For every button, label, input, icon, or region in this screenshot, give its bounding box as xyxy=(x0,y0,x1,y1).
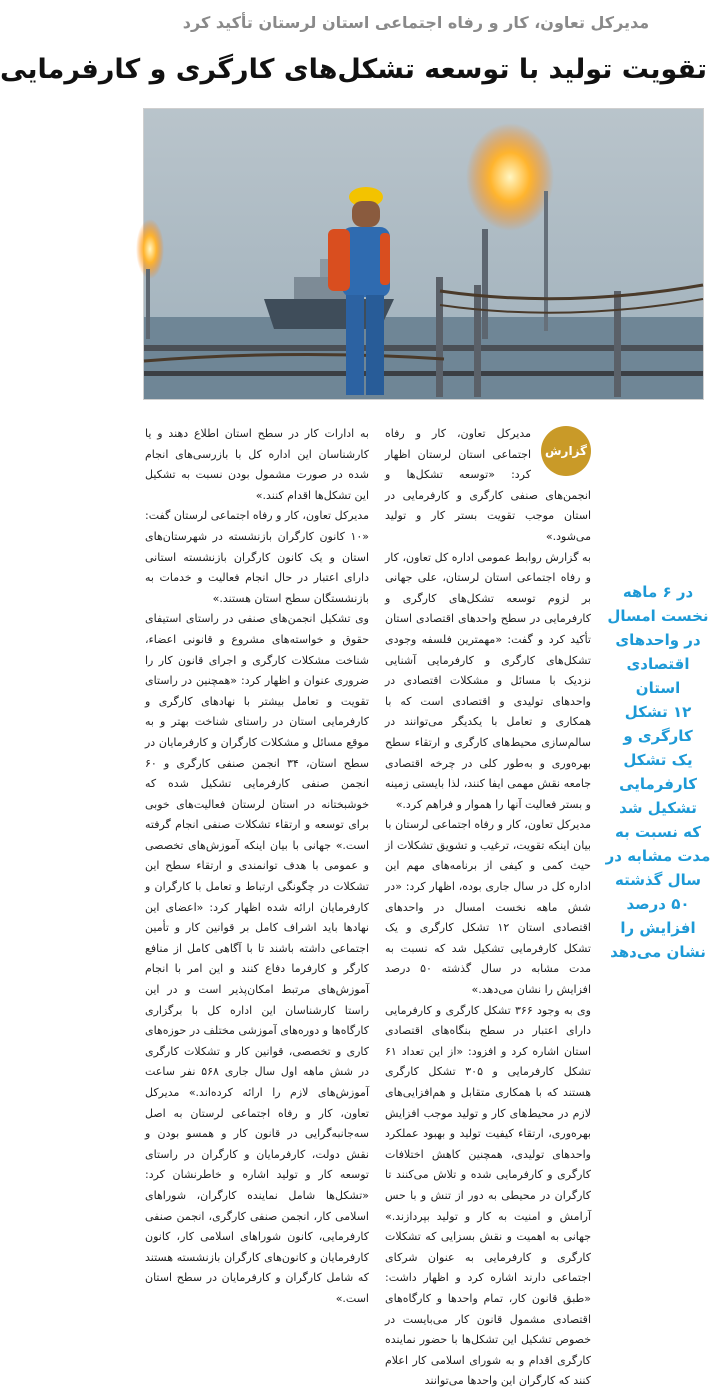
article-headline: تقویت تولید با توسعه تشکل‌های کارگری و کارفرمایی xyxy=(0,54,707,85)
sidebar-line: افزایش را xyxy=(620,919,696,937)
sidebar-line: ۵۰ درصد xyxy=(626,895,690,913)
sidebar-line: کارگری و xyxy=(623,727,693,745)
paragraph: به ادارات کار در سطح استان اطلاع دهند و یا کارشناسان این اداره کل با بازرسی‌های انجام شده در صورت مشمول بودن نسبت به تشکیل این تشکل‌ها اقدام کنند.» xyxy=(145,427,369,502)
sidebar-line: اقتصادی xyxy=(626,655,690,673)
paragraph: وی به وجود ۳۶۶ تشکل کارگری و کارفرمایی دارای اعتبار در سطح بنگاه‌های اقتصادی استان اشاره کرد و افزود: «از این تعداد ۶۱ تشکل کارفرمایی و ۳۰۵ تشکل کارگری هستند که با همکاری متقابل و هم‌افزایی‌های لازم در محیط‌های کار و تولید موجب افزایش بهره‌وری، ارتقاء کیفیت تولید و بهبود عملکرد واحدهای تولیدی، همچنین کاهش اختلافات کارگری و کارفرمایی شده و تلاش می‌کنند تا کارگران در محیطی به دور از تنش و با حس آرامش و امنیت به کار و تولید بپردازند.» جهانی به اهمیت و نقش بسزایی که تشکلات کارگری و کارفرمایی به عنوان شرکای اجتماعی دارند اشاره کرد و اظهار داشت: «طبق قانون کار، تمام واحدها و کارگاه‌های اقتصادی مشمول قانون کار می‌بایست در خصوص تشکیل این تشکل‌ها با حضور نماینده کارگری اقدام و به شورای اسلامی کار اعلام کنند که کارگران این واحدها می‌توانند xyxy=(385,1003,591,1388)
sidebar-line: ۱۲ تشکل xyxy=(624,703,692,721)
sidebar-line: در ۶ ماهه xyxy=(622,583,694,601)
sidebar-line: مدت مشابه در xyxy=(605,847,711,865)
article-kicker: مدیرکل تعاون، کار و رفاه اجتماعی استان لرستان تأکید کرد xyxy=(182,13,650,32)
article-column-right xyxy=(385,424,591,1388)
paragraph: مدیرکل تعاون، کار و رفاه اجتماعی استان لرستان اظهار کرد: «توسعه تشکل‌ها و انجمن‌های صنفی کارگری و کارفرمایی در استان موجب تقویت بستر کار و تولید می‌شود.» xyxy=(385,427,591,543)
sidebar-line: کارفرمایی xyxy=(619,775,697,793)
sidebar-line: در واحدهای xyxy=(615,631,701,649)
sidebar-line: که نسبت به xyxy=(615,823,701,841)
article-photo xyxy=(143,108,704,400)
report-badge: گزارش xyxy=(541,426,591,476)
paragraph: مدیرکل تعاون، کار و رفاه اجتماعی لرستان گفت: «۱۰ کانون کارگران بازنشسته در شهرستان‌های استان و یک کانون کارگران بازنشسته استانی دارای اعتبار در حال انجام فعالیت و خدمات به بازنشستگان سطح استان هستند.» xyxy=(145,509,369,605)
sidebar-line: تشکیل شد xyxy=(619,799,697,817)
sidebar-line: نشان می‌دهد xyxy=(610,943,706,961)
paragraph: به گزارش روابط عمومی اداره کل تعاون، کار و رفاه اجتماعی استان لرستان، علی جهانی بر لزوم توسعه تشکل‌های کارگری و کارفرمایی در سطح واحدهای اقتصادی استان تأکید کرد و گفت: «مهمترین فلسفه وجودی تشکل‌های کارگری و کارفرمایی آشنایی نزدیک با مسائل و مشکلات اقتصادی در واحدهای تولیدی و اقتصادی است که با همکاری و تعامل با یکدیگر می‌توانند در سالم‌سازی محیط‌های کارگری و ارتقاء سطح بهره‌وری و به‌طور کلی در چرخه اقتصادی جامعه نقش مهمی ایفا کنند، لذا بایستی زمینه و بستر فعالیت آنها را هموار و فراهم کرد.» xyxy=(385,550,591,811)
paragraph: وی تشکیل انجمن‌های صنفی در راستای استیفای حقوق و خواسته‌های مشروع و قانونی اعضاء، شناخت مشکلات کارگری و اجرای قانون کار را ضروری عنوان و اظهار کرد: «همچنین در راستای تقویت و تعامل بیشتر با نهادهای کارگری و کارفرمایی استان در راستای شناخت بهتر و به موقع مسائل و مشکلات کارگران و کارفرمایان در سطح استان، ۳۴ انجمن صنفی کارگری و ۶۰ انجمن صنفی کارفرمایی تشکیل شده که خوشبختانه در استان لرستان فعالیت‌های خوبی برای توسعه و ارتقاء تشکلات صنفی انجام گرفته است.» جهانی با بیان اینکه آموزش‌های تخصصی و عمومی با هدف توانمندی و ارتقاء سطح این تشکلات در چگونگی ارتباط و تعامل با کارگران و کارفرمایان ارائه شده اظهار کرد: «اعضای این نهادها باید اشراف کامل بر قوانین کار و تأمین اجتماعی داشته باشند تا با آگاهی کامل از منافع کارگر و کارفرما دفاع کنند و این امر با انجام آموزش‌های مرتبط امکان‌پذیر است و در این راستا کارشناسان این اداره کل با برگزاری کارگاه‌ها و دوره‌های آموزشی مختلف در حوزه‌های کاری و تخصصی، قوانین کار و تشکلات کارگری در شش ماهه اول سال جاری ۵۶۸ نفر ساعت آموزش‌های لازم را ارائه کرده‌اند.» مدیرکل تعاون، کار و رفاه اجتماعی لرستان به اصل سه‌جانبه‌گرایی در قانون کار و همسو بودن و نقش دولت، کارفرمایان و کارگران در راستای توسعه کار و تولید اشاره و خاطرنشان کرد: «تشکل‌ها شامل نماینده کارگران، شوراهای اسلامی کار، انجمن صنفی کارگری، انجمن صنفی کارفرمایی، کانون شوراهای اسلامی کار، کانون کارفرمایان و کانون‌های کارگران بازنشسته هستند که شامل کارگران و کارفرمایان در سطح استان است.» xyxy=(145,612,370,1305)
article-column-left xyxy=(145,424,369,1312)
sidebar-line: نخست امسال xyxy=(607,607,709,625)
paragraph: مدیرکل تعاون، کار و رفاه اجتماعی لرستان با بیان اینکه تقویت، ترغیب و تشویق تشکلات از حیث کمی و کیفی از برنامه‌های مهم این اداره کل در سال جاری بوده، اظهار کرد: «در شش ماهه نخست امسال در واحدهای اقتصادی استان ۱۲ تشکل کارگری و یک تشکل کارفرمایی تشکیل شد که نسبت به مدت مشابه در سال گذشته ۵۰ درصد افزایش را نشان می‌دهد.» xyxy=(385,818,591,997)
sidebar-highlight xyxy=(603,580,713,1000)
sidebar-line: استان xyxy=(635,679,681,697)
sidebar-line: سال گذشته xyxy=(615,871,701,889)
sidebar-line: یک تشکل xyxy=(623,751,693,769)
